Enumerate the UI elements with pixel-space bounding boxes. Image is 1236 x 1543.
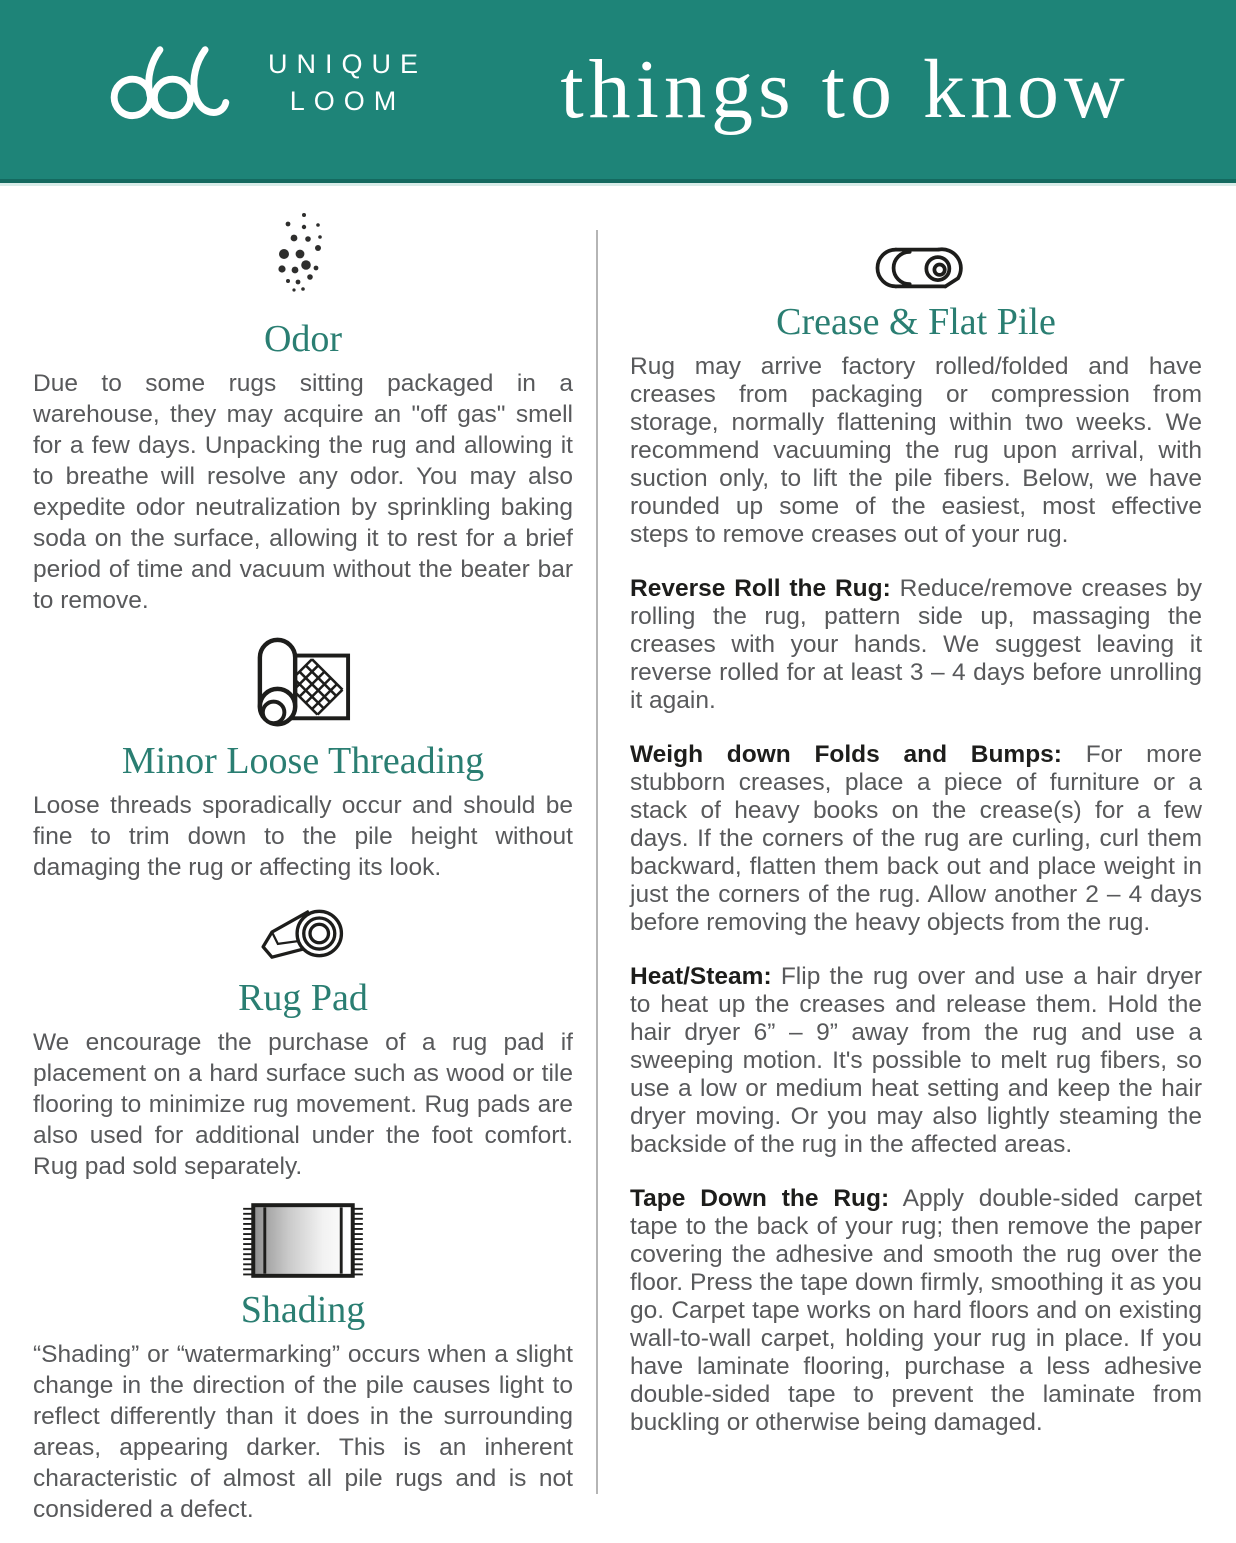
step-label: Heat/Steam:: [630, 963, 772, 990]
step-reverse-roll: [630, 575, 1202, 715]
section-heading: Crease & Flat Pile: [776, 301, 1056, 343]
step-label: Tape Down the Rug:: [630, 1185, 890, 1212]
step-text: Apply double-sided carpet tape to the back of your rug; then remove the paper covering the adhesive and smooth the rug over the floor. Press the tape down firmly, smoothing it as you go. Carpet tape works on hard floors and on existing wall-to-wall carpet, holding your rug in place. If you have laminate flooring, purchase a less adhesive double-sided tape to prevent the laminate from buckling or otherwise being damaged.: [630, 1185, 1202, 1436]
section-body: We encourage the purchase of a rug pad if placement on a hard surface such as wood or tile flooring to minimize rug movement. Rug pads are also used for additional under the foot comfort. Rug pad sold separately.: [33, 1029, 573, 1180]
section-odor: [33, 210, 573, 616]
section-body: Rug may arrive factory rolled/folded and have creases from packaging or compression from storage, normally flattening within two weeks. We recommend vacuuming the rug upon arrival, with suction only, to lift the pile fibers. Below, we have rounded up some of the easiest, most effective steps to remove creases out of your rug.: [630, 353, 1202, 548]
brand: [106, 42, 427, 124]
step-text: Flip the rug over and use a hair dryer to heat up the creases and release them. Hold the hair dryer 6” – 9” away from the rug and use a sweeping motion. It's possible to melt rug fibers, so use a low or medium heat setting and keep the hair dryer moving. Or you may also lightly steaming the backside of the rug in the affected areas.: [630, 963, 1202, 1158]
shaded-rug-icon: [241, 1200, 365, 1281]
odor-specks-icon: [270, 210, 336, 310]
step-tape-down: [630, 1185, 1202, 1437]
rug-pad-roll-icon: [257, 901, 349, 969]
section-heading: Odor: [263, 318, 343, 360]
step-text: Reduce/remove creases by rolling the rug, pattern side up, massaging the creases with your hands. We suggest leaving it reverse rolled for at least 3 – 4 days before unrolling it again.: [630, 575, 1202, 714]
section-heading: Rug Pad: [238, 977, 368, 1019]
section-body: Due to some rugs sitting packaged in a warehouse, they may acquire an "off gas" smell for a few days. Unpacking the rug and allowing it to breathe will resolve any odor. You may also expedite odor neutralization by sprinkling baking soda on the surface, allowing it to rest for a brief period of time and vacuum without the beater bar to remove.: [33, 370, 573, 614]
unique-loom-logo-icon: [106, 42, 244, 124]
step-weigh-down: [630, 741, 1202, 937]
section-body: Loose threads sporadically occur and should be fine to trim down to the pile height without damaging the rug or affecting its look.: [33, 792, 573, 881]
section-minor-loose-threading: [33, 634, 573, 883]
step-heat-steam: [630, 963, 1202, 1159]
step-label: Weigh down Folds and Bumps:: [630, 741, 1062, 768]
brand-wordmark: [268, 46, 427, 120]
section-heading: Minor Loose Threading: [121, 740, 485, 782]
section-body: “Shading” or “watermarking” occurs when a slight change in the direction of the pile causes light to reflect differently than it does in the surrounding areas, appearing darker. This is an inherent characteristic of almost all pile rugs and is not considered a defect.: [33, 1341, 573, 1523]
left-column: [33, 210, 573, 1543]
unrolled-rug-pattern-icon: [252, 634, 354, 732]
brand-line1: UNIQUE: [268, 49, 428, 79]
step-label: Reverse Roll the Rug:: [630, 575, 891, 602]
section-heading: Shading: [240, 1289, 366, 1331]
page-title: things to know: [560, 43, 1130, 136]
section-shading: [33, 1200, 573, 1525]
brand-line2: LOOM: [289, 86, 406, 116]
right-column: [630, 245, 1202, 1437]
step-text: For more stubborn creases, place a piece of furniture or a stack of heavy books on the crease(s) for a few days. If the corners of the rug are curling, curl them backward, flatten them back out and place weight in just the corners of the rug. Allow another 2 – 4 days before removing the heavy objects from the rug.: [630, 741, 1202, 936]
header-underline: [0, 183, 1236, 186]
section-rug-pad: [33, 901, 573, 1182]
rolled-rug-icon: [861, 245, 971, 291]
header-banner: [0, 0, 1236, 183]
column-divider: [596, 230, 598, 1494]
